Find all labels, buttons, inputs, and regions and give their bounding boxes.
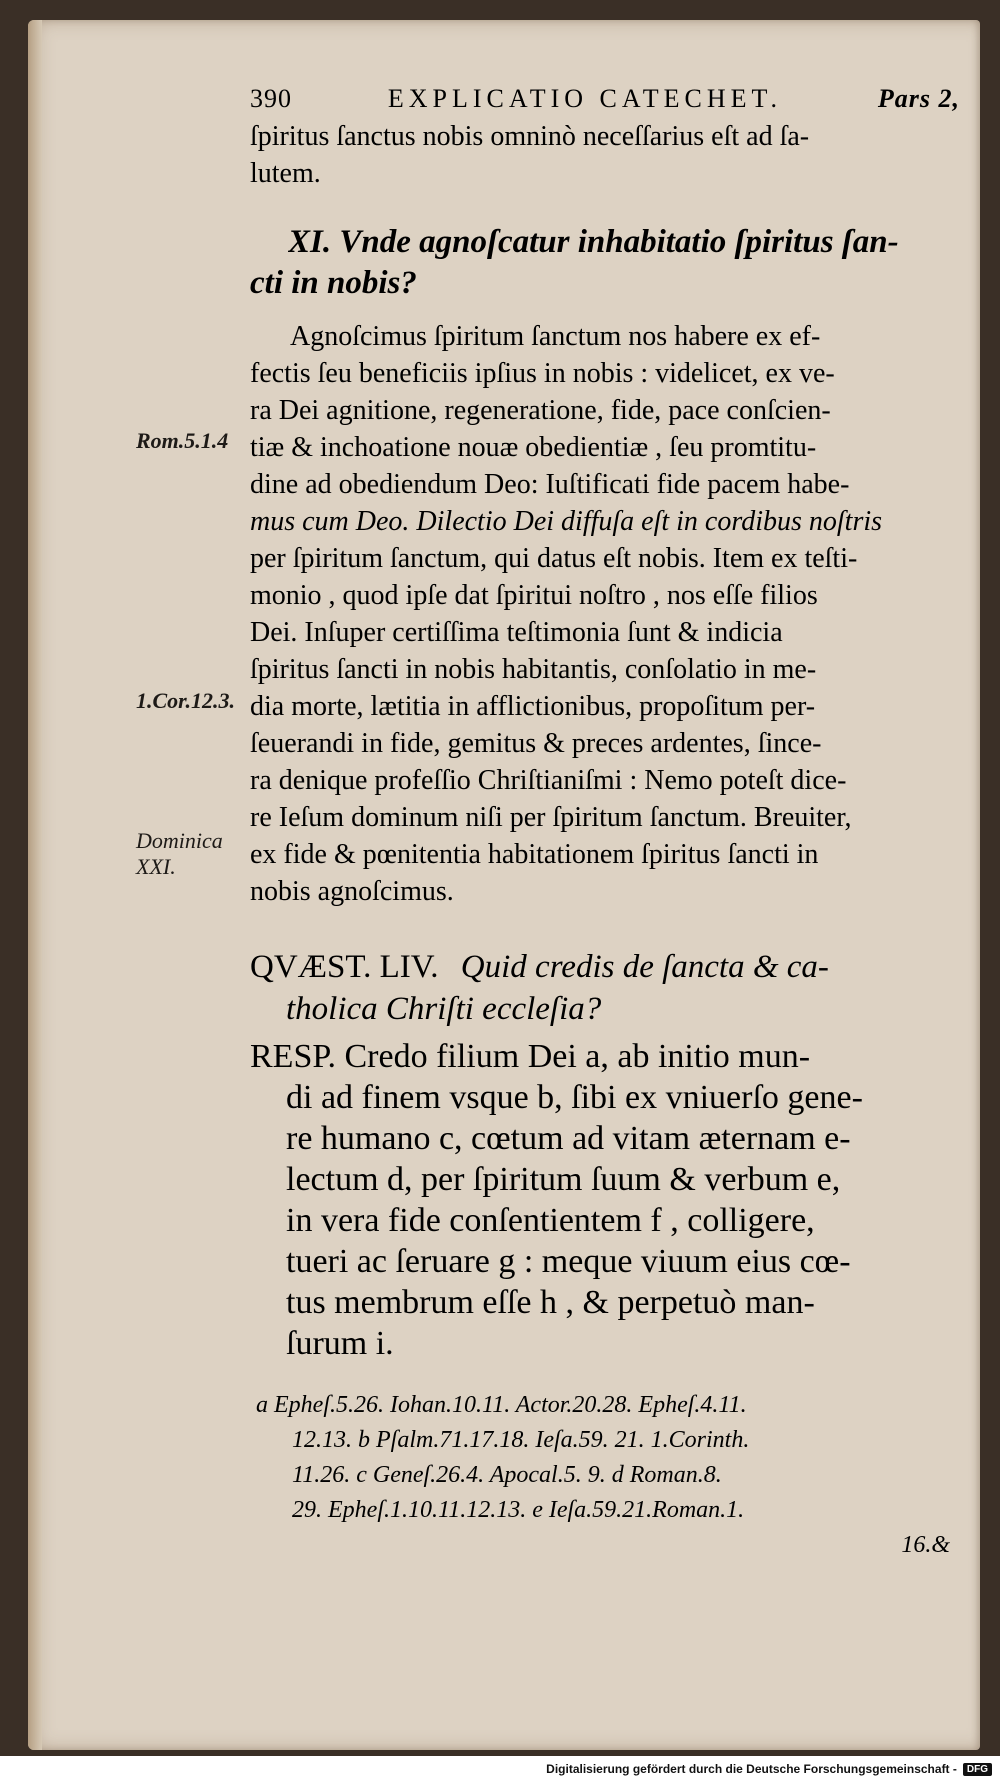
footnote-line: 29. Epheſ.1.10.11.12.13. e Ieſa.59.21.Roman.1. bbox=[292, 1497, 745, 1523]
text-line: dia morte, lætitia in afflictionibus, propoſitum per- bbox=[250, 691, 816, 722]
answer-line: tus membrum eſſe h , & perpetuò man- bbox=[286, 1284, 815, 1321]
text-line: re Ieſum dominum niſi per ſpiritum ſanctum. Breuiter, bbox=[250, 802, 852, 833]
answer-line: lectum d, per ſpiritum ſuum & verbum e, bbox=[286, 1161, 841, 1198]
margin-note-dominica-number: XXI. bbox=[136, 854, 176, 879]
body-paragraph bbox=[250, 318, 960, 910]
answer-line: di ad finem vsque b, ſibi ex vniuerſo gene- bbox=[286, 1079, 863, 1116]
footnotes bbox=[250, 1388, 960, 1563]
text-line: fectis ſeu beneficiis ipſius in nobis : videlicet, ex ve- bbox=[250, 358, 835, 389]
credit-text: Digitalisierung gefördert durch die Deutsche Forschungsgemeinschaft - bbox=[546, 1762, 957, 1776]
running-header bbox=[250, 84, 960, 114]
text-line: Dei. Inſuper certiſſima teſtimonia ſunt & indicia bbox=[250, 617, 783, 648]
text-block bbox=[250, 118, 960, 1563]
text-line: tiæ & inchoatione nouæ obedientiæ , ſeu promtitu- bbox=[250, 432, 817, 463]
section-heading-xi bbox=[250, 222, 960, 304]
text-line: ſpiritus ſancti in nobis habitantis, conſolatio in me- bbox=[250, 654, 817, 685]
question-line bbox=[250, 946, 960, 988]
digitization-credit bbox=[546, 1762, 992, 1776]
margin-note-cor: 1.Cor.12.3. bbox=[136, 688, 236, 713]
margin-note-dominica: Dominica bbox=[136, 828, 223, 853]
question-text: Quid credis de ſancta & ca- bbox=[460, 949, 829, 985]
footnote-line: 12.13. b Pſalm.71.17.18. Ieſa.59. 21. 1.Corinth. bbox=[292, 1427, 750, 1453]
text-line: mus cum Deo. Dilectio Dei diffuſa eſt in cordibus noſtris bbox=[250, 506, 883, 537]
margin-note-rom: Rom.5.1.4 bbox=[136, 428, 229, 453]
heading-line: XI. Vnde agnoſcatur inhabitatio ſpiritus ſan- bbox=[288, 224, 899, 260]
answer-line: tueri ac ſeruare g : meque viuum eius cœ- bbox=[286, 1243, 851, 1280]
text-line: dine ad obediendum Deo: Iuſtificati fide pacem habe- bbox=[250, 469, 850, 500]
text-line: ra Dei agnitione, regeneratione, fide, pace conſcien- bbox=[250, 395, 831, 426]
answer-line: re humano c, cœtum ad vitam æternam e- bbox=[286, 1120, 851, 1157]
footnote-line: 16.& bbox=[901, 1532, 950, 1558]
answer-line: RESP. Credo filium Dei a, ab initio mun- bbox=[250, 1038, 811, 1075]
page-edge bbox=[28, 20, 42, 1750]
question-line: tholica Chriſti eccleſia? bbox=[286, 991, 602, 1027]
answer-line: ſurum i. bbox=[286, 1325, 394, 1362]
page-number: 390 bbox=[250, 84, 292, 113]
text-line: monio , quod ipſe dat ſpiritui noſtro , nos eſſe filios bbox=[250, 580, 818, 611]
question-liv bbox=[250, 946, 960, 1030]
book-page bbox=[28, 20, 980, 1750]
question-number: QVÆST. LIV. bbox=[250, 949, 439, 985]
answer-line: in vera fide conſentientem f , colligere, bbox=[286, 1202, 815, 1239]
text-line: Agnoſcimus ſpiritum ſanctum nos habere ex ef- bbox=[290, 321, 821, 352]
footnote-line: 11.26. c Geneſ.26.4. Apocal.5. 9. d Roman.8. bbox=[292, 1462, 722, 1488]
running-title: EXPLICATIO CATECHET. bbox=[387, 84, 783, 113]
text-line: ra denique profeſſio Chriſtianiſmi : Nemo poteſt dice- bbox=[250, 765, 847, 796]
intro-paragraph bbox=[250, 118, 960, 192]
dfg-logo-icon: DFG bbox=[963, 1763, 992, 1776]
text-line: per ſpiritum ſanctum, qui datus eſt nobis. Item ex teſti- bbox=[250, 543, 858, 574]
heading-line: cti in nobis? bbox=[250, 265, 417, 301]
text-line: ſpiritus ſanctus nobis omninò neceſſarius eſt ad ſa- bbox=[250, 121, 810, 152]
text-line: lutem. bbox=[250, 158, 321, 189]
footnote-line: a Epheſ.5.26. Iohan.10.11. Actor.20.28. Epheſ.4.11. bbox=[256, 1392, 747, 1418]
answer-block bbox=[250, 1036, 960, 1364]
text-line: ſeuerandi in fide, gemitus & preces ardentes, ſince- bbox=[250, 728, 822, 759]
part-label: Pars 2, bbox=[877, 84, 960, 113]
text-line: nobis agnoſcimus. bbox=[250, 876, 454, 907]
text-line: ex fide & pœnitentia habitationem ſpiritus ſancti in bbox=[250, 839, 819, 870]
